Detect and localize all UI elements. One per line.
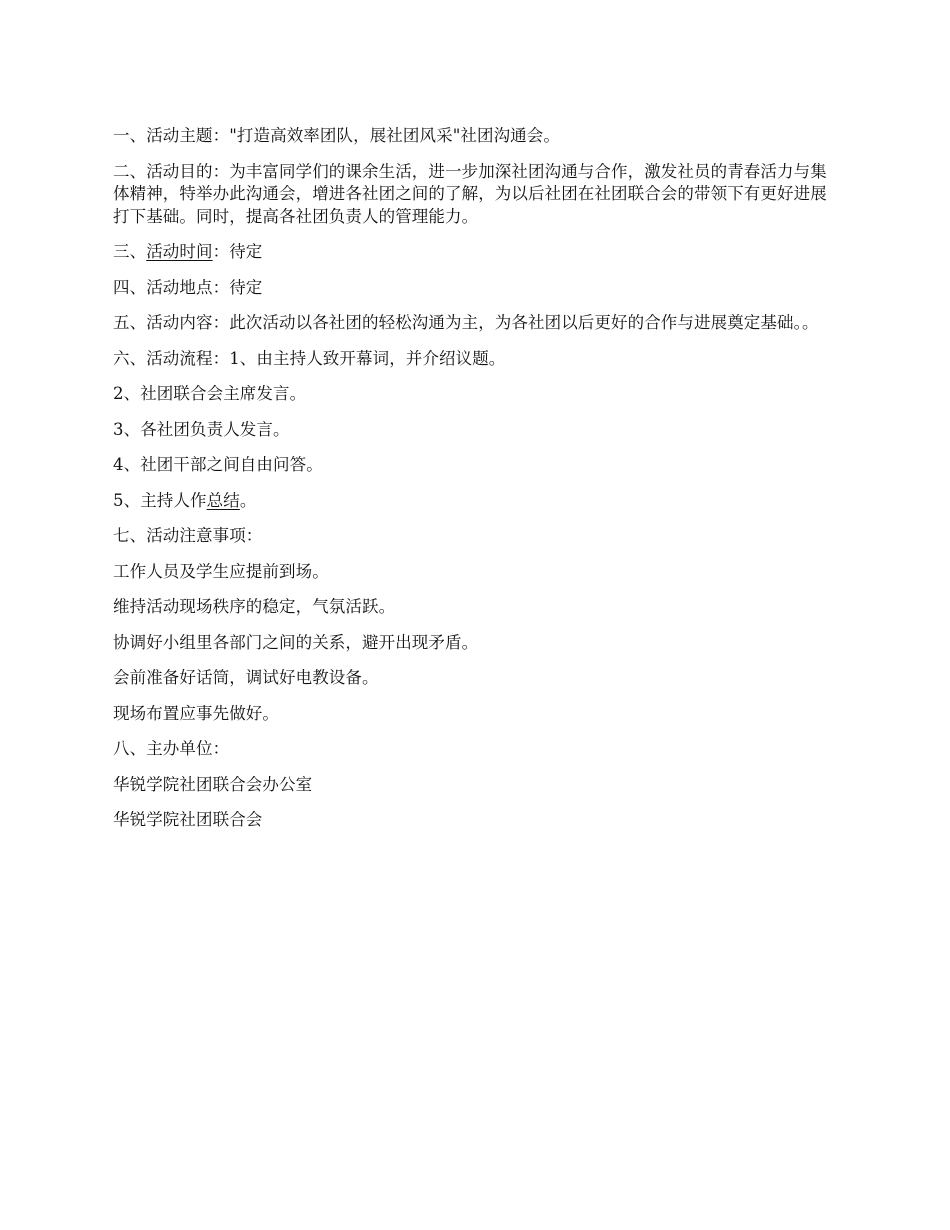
activity-time-prefix: 三、 [113,242,147,261]
note-2: 维持活动现场秩序的稳定，气氛活跃。 [113,597,396,616]
organizer-heading: 八、主办单位： [113,739,230,758]
activity-purpose: 二、活动目的：为丰富同学们的课余生活，进一步加深社团沟通与合作，激发社员的青春活力与集体精神，特举办此沟通会，增进各社团之间的了解，为以后社团在社团联合会的带领下有更好进展打下基础。同时，提高各社团负责人的管理能力。 [113,161,827,226]
note-4: 会前准备好话筒，调试好电教设备。 [113,668,379,687]
activity-location: 四、活动地点：待定 [113,277,263,297]
notes-heading: 七、活动注意事项： [113,526,263,545]
summary-link[interactable]: 总结 [206,490,240,510]
organizer-1: 华锐学院社团联合会办公室 [113,774,313,794]
activity-time [113,241,839,264]
organizer-2: 华锐学院社团联合会 [113,810,263,829]
activity-theme: 一、活动主题："打造高效率团队，展社团风采"社团沟通会。 [113,126,560,145]
process-step-2: 2、社团联合会主席发言。 [113,384,307,403]
process-step-3: 3、各社团负责人发言。 [113,419,290,439]
process-step-5 [113,490,839,513]
note-5: 现场布置应事先做好。 [113,703,279,723]
process-step-5-suffix: 。 [239,490,257,510]
activity-time-suffix: ：待定 [212,242,263,261]
process-step-5-prefix: 5、主持人作 [113,490,207,510]
process-step-4: 4、社团干部之间自由问答。 [113,455,323,474]
note-3: 协调好小组里各部门之间的关系，避开出现矛盾。 [113,632,479,652]
note-1: 工作人员及学生应提前到场。 [113,561,329,581]
activity-time-link[interactable]: 活动时间 [146,242,213,261]
activity-process: 六、活动流程：1、由主持人致开幕词，并介绍议题。 [113,348,506,368]
activity-content: 五、活动内容：此次活动以各社团的轻松沟通为主，为各社团以后更好的合作与进展奠定基础。。 [113,313,819,332]
document-body [113,125,839,845]
